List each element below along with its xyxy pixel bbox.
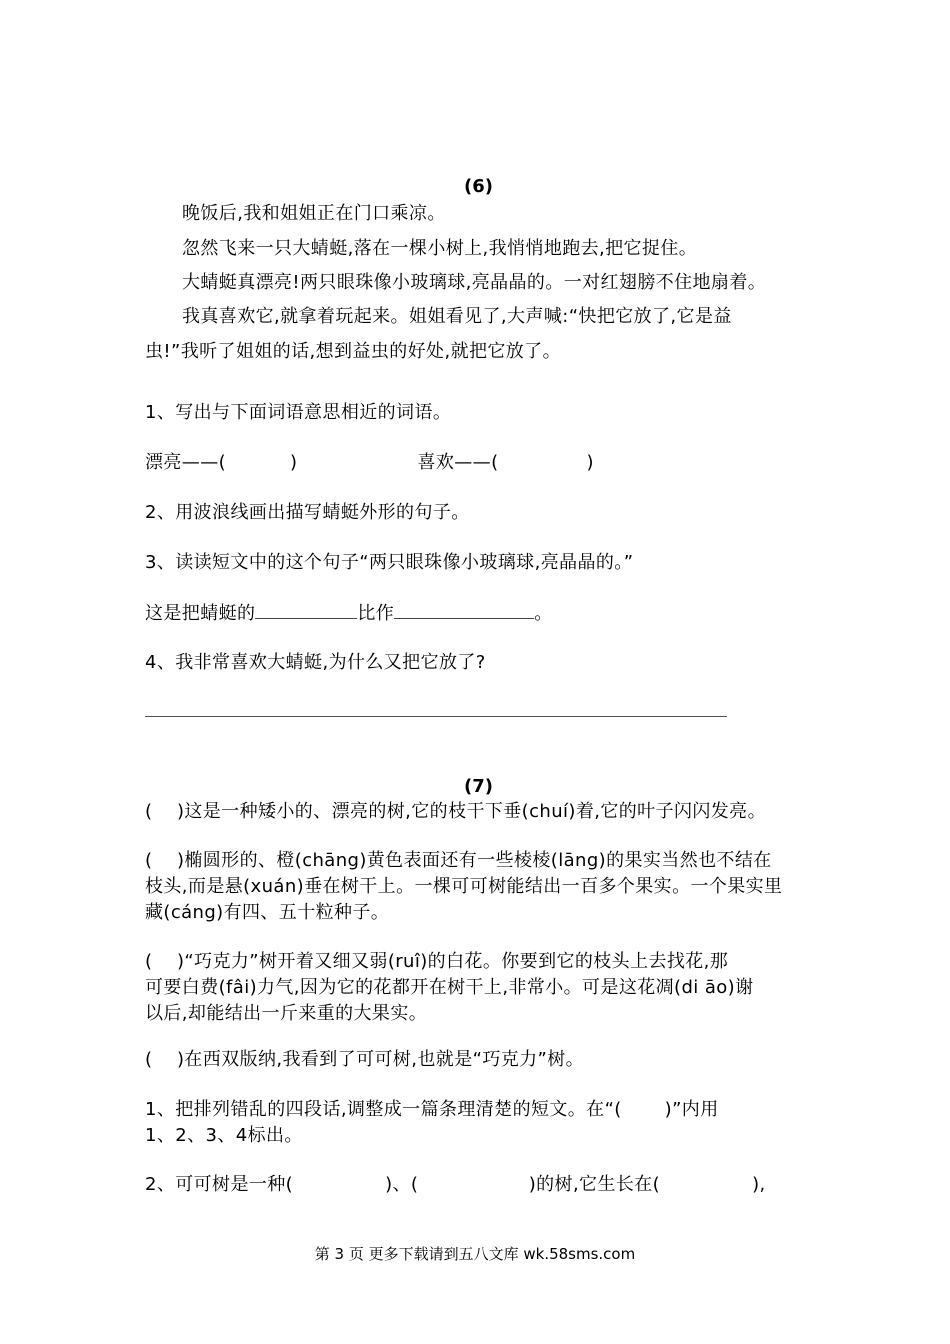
- fill-in-end: 。: [534, 603, 553, 624]
- paragraph-d: ( )在西双版纳,我看到了可可树,也就是“巧克力”树。: [145, 1049, 585, 1070]
- paragraph-b-line: 枝头,而是悬(xuán)垂在树干上。一棵可可树能结出一百多个果实。一个果实里: [145, 876, 783, 897]
- question-6-1: 1、写出与下面词语意思相近的词语。: [145, 402, 452, 423]
- passage-line: 大蜻蜓真漂亮!两只眼珠像小玻璃球,亮晶晶的。一对红翅膀不住地扇着。: [182, 272, 767, 293]
- synonym-left-close: ): [290, 452, 298, 473]
- synonym-row: [145, 452, 594, 474]
- fill-in-row: [145, 602, 553, 625]
- paragraph-b-line: 藏(cáng)有四、五十粒种子。: [145, 902, 390, 923]
- question-6-2: 2、用波浪线画出描写蜻蜓外形的句子。: [145, 502, 470, 523]
- synonym-left-label: 漂亮——(: [145, 452, 227, 473]
- fill-in-prefix: 这是把蜻蜓的: [145, 603, 256, 624]
- page-footer: 第 3 页 更多下载请到五八文库 wk.58sms.com: [314, 1245, 636, 1263]
- question-6-3: 3、读读短文中的这个句子“两只眼珠像小玻璃球,亮晶晶的。”: [145, 552, 634, 573]
- paragraph-c-line: 可要白费(fâi)力气,因为它的花都开在树干上,非常小。可是这花凋(di āo)谢: [145, 977, 754, 998]
- passage-line: 我真喜欢它,就拿着玩起来。姐姐看见了,大声喊:“快把它放了,它是益: [182, 306, 732, 327]
- paragraph-c-line: 以后,却能结出一斤来重的大果实。: [145, 1003, 428, 1024]
- paragraph-a: ( )这是一种矮小的、漂亮的树,它的枝干下垂(chuí)着,它的叶子闪闪发亮。: [145, 801, 766, 822]
- answer-blank[interactable]: [394, 602, 534, 619]
- section-6-title: (6): [464, 176, 493, 197]
- synonym-right-label: 喜欢——(: [417, 452, 499, 473]
- question-7-1-line: 1、2、3、4标出。: [145, 1125, 303, 1146]
- paragraph-b-line: ( )椭圆形的、橙(chāng)黄色表面还有一些棱棱(lāng)的果实当然也不结在: [145, 850, 772, 871]
- passage-line: 虫!”我听了姐姐的话,想到益虫的好处,就把它放了。: [145, 341, 561, 362]
- answer-blank[interactable]: [255, 602, 357, 619]
- passage-line: 晚饭后,我和姐姐正在门口乘凉。: [182, 203, 446, 224]
- fill-in-mid: 比作: [357, 603, 395, 624]
- paragraph-c-line: ( )“巧克力”树开着又细又弱(ruî)的白花。你要到它的枝头上去找花,那: [145, 951, 729, 972]
- passage-line: 忽然飞来一只大蜻蜓,落在一棵小树上,我悄悄地跑去,把它捉住。: [182, 238, 698, 259]
- section-7-title: (7): [464, 776, 493, 797]
- answer-line[interactable]: [145, 716, 727, 717]
- question-7-2: 2、可可树是一种( )、( )的树,它生长在( ),: [145, 1174, 766, 1195]
- synonym-right-close: ): [586, 452, 594, 473]
- question-7-1-line: 1、把排列错乱的四段话,调整成一篇条理清楚的短文。在“( )”内用: [145, 1099, 719, 1120]
- question-6-4: 4、我非常喜欢大蜻蜓,为什么又把它放了?: [145, 652, 486, 673]
